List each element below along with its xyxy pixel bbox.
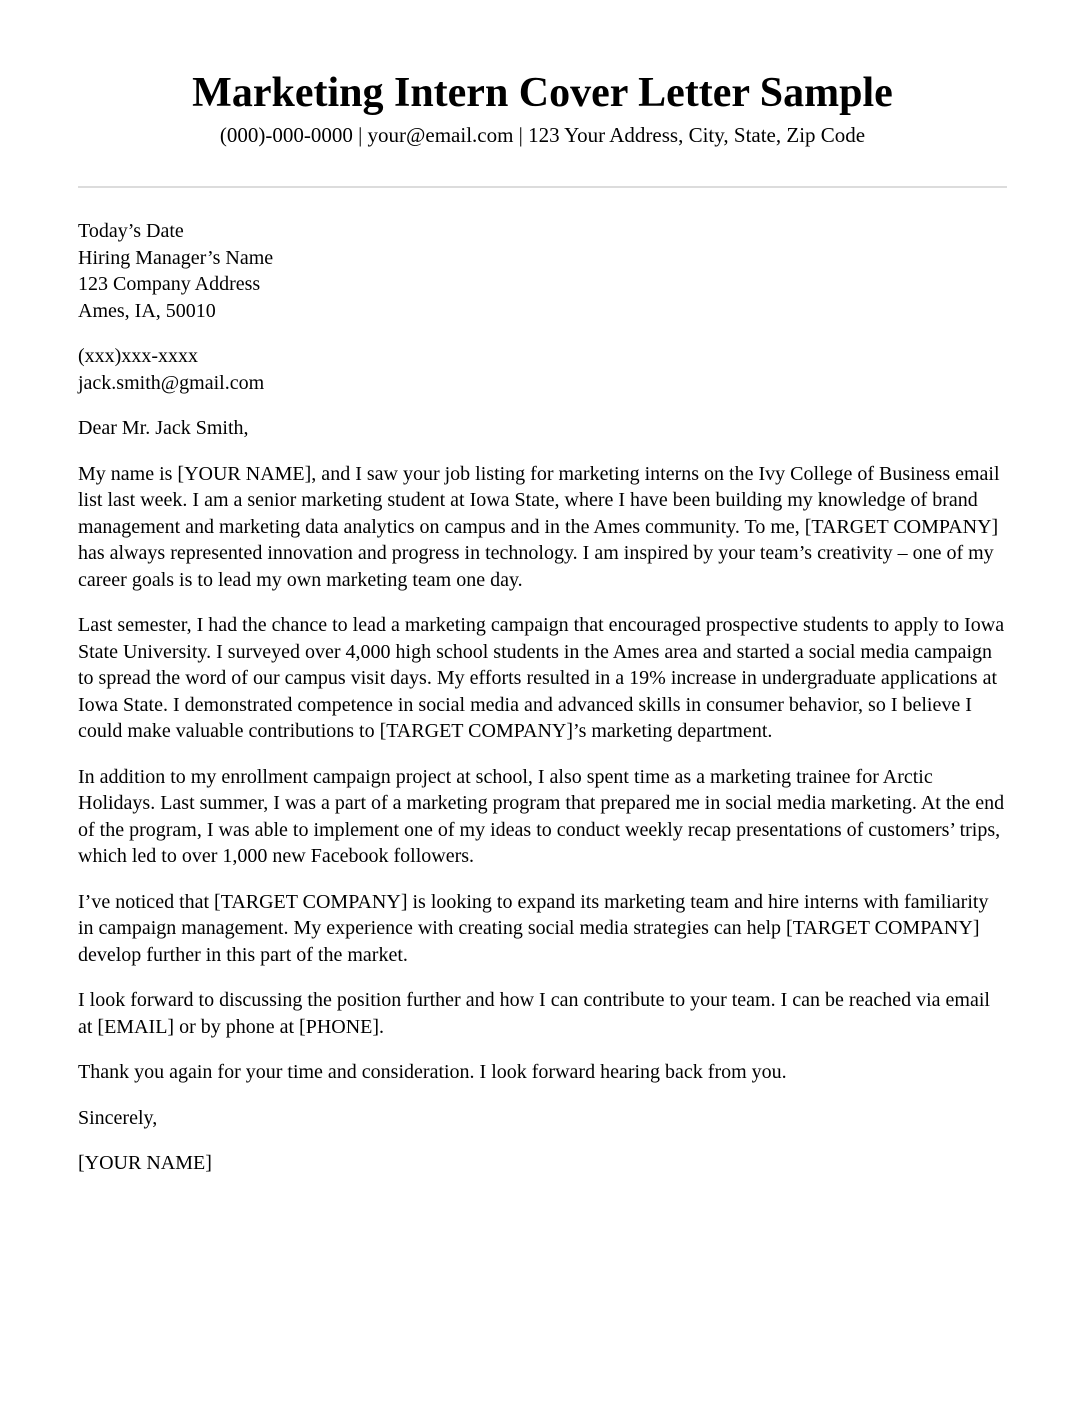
recipient-name-line: Hiring Manager’s Name xyxy=(78,246,274,269)
document-header xyxy=(78,70,1007,148)
letter-body xyxy=(78,218,1007,1177)
header-divider xyxy=(78,186,1007,188)
closing-line: Sincerely, xyxy=(78,1106,158,1129)
sender-email-line: jack.smith@gmail.com xyxy=(78,371,265,394)
body-paragraph-intro: My name is [YOUR NAME], and I saw your job listing for marketing interns on the Ivy College of Business email list last week. I am a senior marketing student at Iowa State, where I have been building my knowledge of brand management and marketing data analytics on campus and in the Ames community. To me, [TARGET COMPANY] has always represented innovation and progress in technology. I am inspired by your team’s creativity – one of my career goals is to lead my own marketing team one day. xyxy=(78,462,1000,591)
body-paragraph-campaign: Last semester, I had the chance to lead a marketing campaign that encouraged prospective students to apply to Iowa State University. I surveyed over 4,000 high school students in the Ames area and started a social media campaign to spread the word of our campus visit days. My efforts resulted in a 19% increase in undergraduate applications at Iowa State. I demonstrated competence in social media and advanced skills in consumer behavior, so I believe I could make valuable contributions to [TARGET COMPANY]’s marketing department. xyxy=(78,614,1005,743)
body-paragraph-trainee: In addition to my enrollment campaign project at school, I also spent time as a marketing trainee for Arctic Holidays. Last summer, I was a part of a marketing program that prepared me in social media marketing. At the end of the program, I was able to implement one of my ideas to conduct weekly recap presentations of customers’ trips, which led to over 1,000 new Facebook followers. xyxy=(78,765,1005,868)
sender-phone-line: (xxx)xxx-xxxx xyxy=(78,345,198,368)
signature-placeholder: [YOUR NAME] xyxy=(78,1152,212,1175)
salutation: Dear Mr. Jack Smith, xyxy=(78,417,249,440)
recipient-city-line: Ames, IA, 50010 xyxy=(78,299,216,322)
recipient-address-line: 123 Company Address xyxy=(78,273,261,296)
body-paragraph-fit: I’ve noticed that [TARGET COMPANY] is looking to expand its marketing team and hire interns with familiarity in campaign management. My experience with creating social media strategies can help [TARGET COMPANY] develop further in this part of the market. xyxy=(78,890,989,966)
header-contact-line: (000)-000-0000 | your@email.com | 123 Your Address, City, State, Zip Code xyxy=(219,123,866,148)
recipient-block xyxy=(78,218,1007,324)
document-title: Marketing Intern Cover Letter Sample xyxy=(192,70,893,116)
body-paragraph-thanks: Thank you again for your time and consideration. I look forward hearing back from you. xyxy=(78,1061,787,1084)
body-paragraph-contact: I look forward to discussing the position further and how I can contribute to your team. I can be reached via email at [EMAIL] or by phone at [PHONE]. xyxy=(78,989,990,1038)
date-line: Today’s Date xyxy=(78,220,184,243)
sender-contact-block xyxy=(78,343,1007,396)
